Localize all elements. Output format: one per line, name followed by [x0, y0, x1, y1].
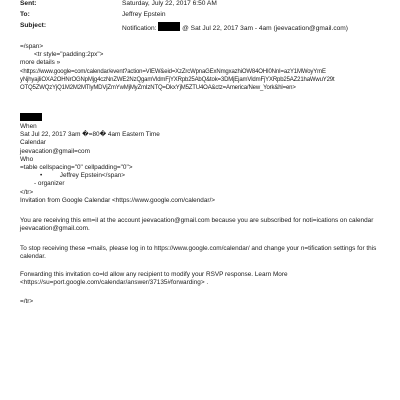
sent-row — [20, 0, 380, 9]
subject-suffix: @ Sat Jul 22, 2017 3am - 4am (jeevacation@gmail.com) — [182, 25, 348, 32]
when-label: When — [20, 123, 37, 130]
event-url-line-1: <https://www.google=com/calendar/event?action=VIEW&eid=XzZrcWpnaGExNmgxazhiOW84OHI0NnI=azY1MWoyYmE — [20, 68, 326, 75]
sent-value: Saturday, July 22, 2017 6:50 AM — [122, 0, 217, 7]
tr-close-line: </tr> — [20, 188, 34, 196]
span-close-line: =/span> — [20, 43, 44, 50]
when-value: Sat Jul 22, 2017 3am �=80� 4am Eastern Time — [20, 131, 160, 139]
who-label: Who — [20, 155, 34, 163]
to-row — [20, 11, 380, 20]
event-url-line-3: OTQ5ZWQzYjQ1M2M2MTlyMDVjZmYwMjMyZmIzNTQ=DkxYjM5ZTU4OA&ctz=America/New_York&hl=en> — [20, 85, 296, 92]
subject-label: Subject: — [20, 22, 47, 29]
more-details-link[interactable]: more details » — [20, 59, 61, 67]
subject-value — [122, 22, 348, 33]
attendee-name: Jeffrey Epstein</span> — [59, 172, 126, 180]
html-fragment-block — [20, 43, 380, 92]
who-attendee — [20, 172, 380, 180]
tr-end-line: =/tr> — [20, 298, 34, 305]
subject-redaction — [158, 22, 180, 31]
invitation-line[interactable]: Invitation from Google Calendar <https://www.google.com/calendar/> — [20, 196, 216, 204]
sent-label: Sent: — [20, 0, 37, 7]
receiving-paragraph: You are receiving this em=il at the account jeevacation@gmail.com because you are subscribed for noti=ications on calendar jeevacation@gmail.com. — [20, 217, 374, 233]
forwarding-line-1: Forwarding this invitation co=ld allow any recipient to modify your RSVP response. Learn More — [20, 271, 288, 278]
to-label: To: — [20, 11, 30, 18]
subject-prefix: Notification: — [122, 25, 157, 32]
forwarding-paragraph — [20, 271, 380, 287]
stop-paragraph: To stop receiving these =mails, please log in to https://www.google.com/calendar/ and change your n=tification settings for this calendar. — [20, 245, 377, 261]
organizer-role: - organizer — [34, 180, 65, 188]
forwarding-link[interactable]: <https://su=port.google.com/calendar/answer/37135#forwarding> . — [20, 279, 209, 287]
event-url-line-2: yNjhyajIiOXA2OHNrOGNpMjg4czNnZWE2NzQgamVldmFjYXRpb25AbQ&tok=3DMjEjamVldmFjYXRpb25AZ21haWwuY29t — [20, 76, 335, 83]
redaction-bar — [20, 113, 42, 121]
calendar-label: Calendar — [20, 139, 46, 147]
who-table-line: =table cellspacing="0" cellpadding="0"> — [20, 164, 133, 172]
to-value: Jeffrey Epstein — [122, 11, 166, 18]
bullet-icon: • — [40, 172, 43, 180]
tr-open-line: <tr style="padding:2px"> — [34, 51, 104, 59]
event-details — [20, 123, 380, 205]
calendar-value: jeevacation@gmail=com — [20, 147, 90, 155]
subject-row — [20, 22, 380, 31]
